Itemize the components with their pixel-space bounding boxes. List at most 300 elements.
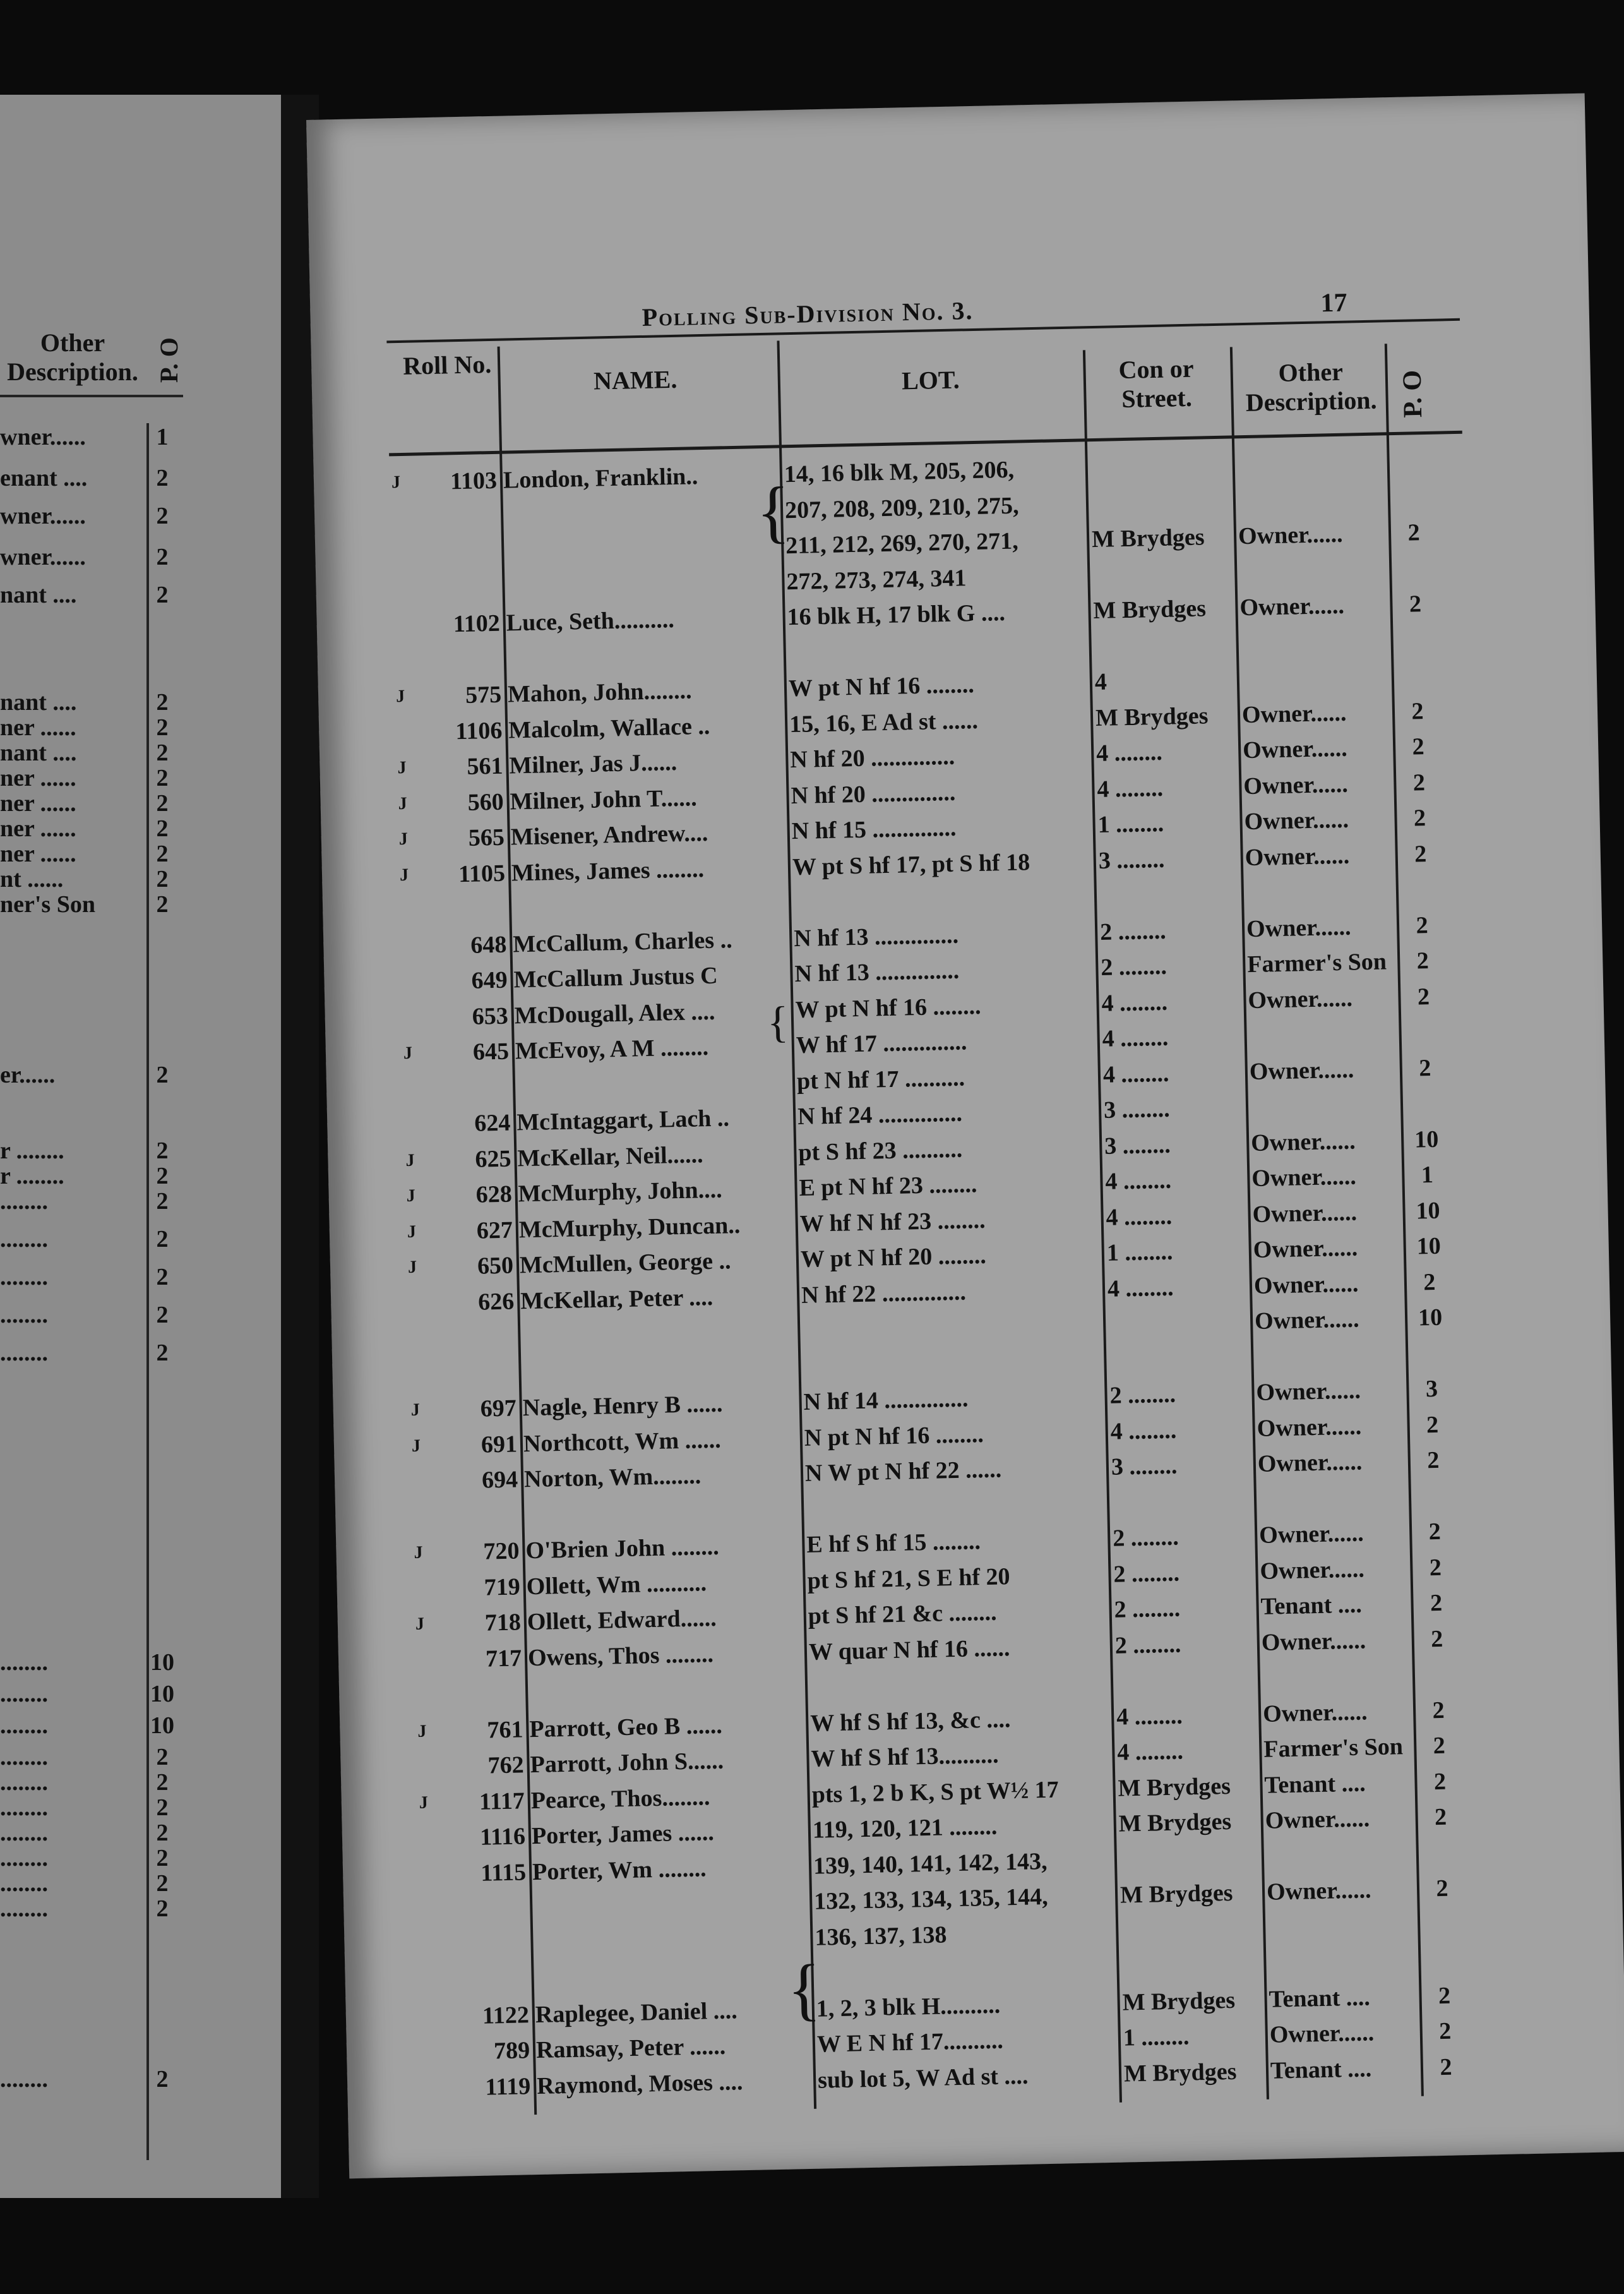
- left-po-header: P. O: [155, 337, 183, 383]
- other-description: Owner......: [1250, 1127, 1356, 1156]
- roll-number: 761: [487, 1715, 523, 1744]
- juror-mark: [385, 540, 410, 541]
- concession-or-street: [1092, 558, 1228, 561]
- other-description: [1255, 1340, 1407, 1343]
- lot-description: 132, 133, 134, 135, 144,: [813, 1883, 1049, 1915]
- concession-or-street: M Brydges: [1123, 2058, 1237, 2087]
- concession-or-street: 4 ........: [1107, 1274, 1174, 1302]
- post-office-number: 2: [1414, 840, 1427, 867]
- left-page-po: 2: [156, 1138, 169, 1164]
- roll-number: [433, 1965, 528, 1967]
- voter-name: [525, 1496, 793, 1501]
- juror-mark: J: [406, 1186, 416, 1206]
- roll-number: 694: [481, 1466, 518, 1494]
- lot-description: [802, 1311, 1099, 1317]
- voter-name: [534, 1959, 803, 1965]
- left-page-row: [0, 1895, 189, 1923]
- concession-or-street: 4 ........: [1096, 738, 1163, 767]
- po-header: P. O: [1397, 369, 1428, 418]
- roll-number: 718: [484, 1609, 522, 1636]
- roll-number: 719: [484, 1573, 521, 1601]
- roll-number: 697: [480, 1395, 517, 1422]
- concession-or-street: M Brydges: [1118, 1772, 1231, 1802]
- concession-or-street: 3 ........: [1103, 1095, 1171, 1124]
- concession-or-street: [1108, 1307, 1244, 1311]
- left-page-po: 10: [150, 1712, 174, 1739]
- roll-number: 649: [471, 966, 508, 994]
- voter-name: Pearce, Thos........: [530, 1783, 710, 1814]
- left-page-po: 2: [156, 544, 169, 570]
- other-description: [1239, 555, 1390, 558]
- post-office-number: 2: [1430, 1625, 1443, 1652]
- post-office-number: 2: [1440, 2053, 1452, 2081]
- post-office-number: 2: [1413, 805, 1426, 832]
- voter-name: McCallum Justus C: [513, 962, 718, 994]
- lot-description: N hf 14 ..............: [803, 1385, 969, 1415]
- other-description: Owner......: [1265, 1805, 1370, 1834]
- left-page-po: 2: [156, 815, 169, 842]
- concession-or-street: M Brydges: [1093, 595, 1207, 625]
- post-office-number: 2: [1433, 1732, 1446, 1760]
- post-office-number: [1394, 625, 1438, 626]
- left-page-row: [0, 1301, 189, 1329]
- lot-description: N hf 22 ..............: [801, 1278, 967, 1309]
- other-description: Owner......: [1249, 1056, 1354, 1085]
- curly-brace-icon: {: [755, 472, 791, 551]
- voter-name: McKellar, Peter ....: [520, 1283, 713, 1314]
- left-page-row: [0, 1819, 189, 1847]
- concession-or-street: 2 ........: [1114, 1631, 1181, 1659]
- concession-or-street: 4 ........: [1116, 1738, 1184, 1766]
- roll-number: 1105: [458, 860, 506, 887]
- lot-description: W pt N hf 16 ........: [788, 671, 975, 702]
- left-header-rule: [0, 395, 183, 397]
- voter-name: McMurphy, Duncan..: [518, 1211, 741, 1243]
- concession-or-street: [1094, 630, 1229, 633]
- concession-or-street: 4: [1094, 668, 1108, 696]
- other-description: Owner......: [1239, 592, 1345, 622]
- other-description: Tenant ....: [1270, 2055, 1372, 2084]
- other-description: Owner......: [1248, 985, 1353, 1014]
- roll-number: 1115: [480, 1858, 527, 1887]
- lot-description: N hf 20 ..............: [789, 743, 955, 774]
- lot-description: 207, 208, 209, 210, 275,: [784, 492, 1019, 524]
- left-page-description: r ........: [0, 1163, 64, 1189]
- page-number: 17: [1320, 288, 1347, 318]
- roll-number: 575: [465, 681, 502, 709]
- other-description: Owner......: [1243, 771, 1349, 800]
- roll-number: 762: [487, 1751, 525, 1779]
- other-description: [1262, 1661, 1414, 1664]
- juror-mark: [396, 1075, 421, 1076]
- left-page-description: ........: [0, 1794, 48, 1821]
- lot-description: pt N hf 17 ..........: [796, 1064, 965, 1095]
- roll-number: 624: [474, 1109, 511, 1137]
- concession-or-street: [1099, 879, 1235, 882]
- left-page-row: [0, 502, 189, 530]
- left-page-po: 2: [156, 1264, 169, 1290]
- curly-brace-icon: {: [786, 1950, 822, 2028]
- left-page-po: 2: [156, 1302, 169, 1328]
- left-other-description-header: Other Description.: [7, 328, 138, 386]
- other-description: Owner......: [1245, 842, 1350, 871]
- juror-mark: [409, 1681, 434, 1682]
- left-page-po: 2: [156, 1895, 169, 1922]
- other-description: Owner......: [1257, 1412, 1362, 1442]
- other-description: Owner......: [1266, 1877, 1371, 1906]
- post-office-number: 2: [1438, 1982, 1451, 2009]
- lot-description: W E N hf 17..........: [816, 2027, 1004, 2058]
- left-page-description: ........: [0, 1302, 48, 1328]
- left-page-row: [0, 1162, 189, 1190]
- lot-description: 211, 212, 269, 270, 271,: [785, 527, 1019, 560]
- roll-number: 720: [483, 1537, 520, 1565]
- post-office-number: 2: [1417, 983, 1430, 1010]
- left-page-row: [0, 840, 189, 868]
- lot-description: N hf 13 ..............: [794, 957, 960, 988]
- left-page-row: [0, 1263, 189, 1291]
- roll-number: 1103: [450, 467, 498, 495]
- juror-mark: [385, 575, 410, 576]
- roll-number: 1122: [482, 2001, 530, 2029]
- other-description: Tenant ....: [1260, 1591, 1363, 1620]
- left-page-description: nant ....: [0, 689, 77, 716]
- other-description: [1268, 1947, 1419, 1950]
- left-page-po: 1: [156, 424, 169, 450]
- lot-description: N hf 15 ..............: [791, 814, 957, 845]
- post-office-number: 2: [1438, 2017, 1452, 2045]
- roll-number: 1116: [479, 1823, 526, 1851]
- left-page-description: nt ......: [0, 866, 64, 892]
- voter-name: Nagle, Henry B ......: [522, 1390, 723, 1422]
- left-page-row: [0, 464, 189, 492]
- other-description: Owner......: [1256, 1377, 1361, 1406]
- left-page-description: ........: [0, 1649, 48, 1676]
- concession-or-street: 2 ........: [1100, 952, 1167, 981]
- roll-number: 648: [470, 931, 507, 959]
- post-office-number: 2: [1412, 733, 1425, 760]
- post-office-number: [1399, 875, 1443, 876]
- lot-description: N hf 13 ..............: [793, 922, 959, 952]
- left-page-row: [0, 790, 189, 817]
- other-description: Owner......: [1246, 913, 1351, 942]
- voter-name: [512, 889, 780, 895]
- roll-header: Roll No.: [402, 349, 492, 380]
- other-description: [1258, 1482, 1410, 1486]
- lot-description: 14, 16 blk M, 205, 206,: [784, 456, 1015, 488]
- left-page-description: ner ......: [0, 841, 76, 867]
- left-page-description: ........: [0, 1845, 48, 1871]
- other-description: Owner......: [1261, 1626, 1366, 1656]
- voter-name: McIntaggart, Lach ..: [516, 1105, 730, 1136]
- roll-number: 1119: [485, 2072, 531, 2101]
- roll-number: [427, 1679, 522, 1681]
- concession-or-street: 2 ........: [1114, 1595, 1181, 1623]
- voter-name: [505, 532, 773, 538]
- lot-description: 15, 16, E Ad st ......: [789, 707, 979, 738]
- lot-description: pt S hf 23 ..........: [797, 1136, 963, 1166]
- left-page-po: 10: [150, 1681, 174, 1707]
- voter-name: [504, 496, 772, 502]
- curly-brace-icon: {: [767, 998, 789, 1048]
- lot-description: [787, 633, 1084, 639]
- left-page-description: nant ....: [0, 740, 77, 766]
- concession-or-street: 2 ........: [1112, 1523, 1179, 1552]
- lot-description: 16 blk H, 17 blk G ....: [787, 599, 1006, 631]
- concession-or-street: [1121, 1950, 1257, 1953]
- left-page-po: 2: [156, 1794, 169, 1821]
- left-page-description: ........: [0, 1769, 48, 1796]
- left-page-description: ........: [0, 1226, 48, 1252]
- left-page-description: ........: [0, 1264, 48, 1290]
- voter-name: Mines, James ........: [511, 855, 705, 886]
- left-page-row: [0, 714, 189, 742]
- left-page-row: [0, 1137, 189, 1165]
- left-page-po: 2: [156, 1769, 169, 1796]
- concession-or-street: 3 ........: [1111, 1452, 1178, 1480]
- other-description: Owner......: [1241, 699, 1347, 728]
- post-office-number: [1390, 447, 1434, 448]
- voter-name: Norton, Wm........: [523, 1462, 702, 1493]
- concession-or-street: 2 ........: [1099, 917, 1167, 946]
- left-page-row: [0, 1870, 189, 1897]
- concession-or-street: [1091, 487, 1227, 490]
- roll-number: 1102: [453, 610, 501, 638]
- lot-description: pt S hf 21 &c ........: [808, 1599, 997, 1630]
- roll-number: [424, 1501, 518, 1503]
- juror-mark: J: [415, 1614, 425, 1634]
- concession-or-street: M Brydges: [1095, 702, 1209, 731]
- juror-mark: J: [407, 1222, 417, 1242]
- left-page-description: r ........: [0, 1138, 64, 1164]
- voter-name: Ollett, Edward......: [527, 1604, 717, 1636]
- post-office-number: 10: [1414, 1126, 1439, 1153]
- left-page-po: 2: [156, 1188, 169, 1215]
- lot-description: 119, 120, 121 ........: [812, 1813, 998, 1844]
- concession-or-street: M Brydges: [1122, 1986, 1236, 2016]
- left-page-po: 2: [156, 1820, 169, 1846]
- voter-name: McKellar, Neil......: [517, 1141, 703, 1172]
- left-page-po: 2: [156, 714, 169, 741]
- post-office-number: [1404, 1089, 1448, 1090]
- post-office-number: [1421, 1945, 1466, 1946]
- voter-name: Porter, Wm ........: [532, 1854, 707, 1885]
- roll-number: [420, 1323, 515, 1325]
- voter-name: [505, 568, 773, 574]
- juror-mark: J: [391, 472, 401, 493]
- lot-description: W hf S hf 13..........: [811, 1741, 999, 1772]
- post-office-number: [1421, 1910, 1465, 1911]
- left-page-description: ner ......: [0, 714, 76, 741]
- concession-or-street: 4 ........: [1116, 1702, 1183, 1731]
- lot-description: N W pt N hf 22 ......: [804, 1456, 1002, 1487]
- juror-mark: [402, 1360, 427, 1361]
- concession-or-street: 4 ........: [1097, 774, 1164, 803]
- post-office-number: 2: [1416, 911, 1429, 939]
- voter-name: [528, 1674, 797, 1679]
- roll-number: 1106: [455, 717, 503, 745]
- left-page-row: [0, 688, 189, 716]
- juror-mark: J: [397, 757, 407, 778]
- other-description: Owner......: [1251, 1163, 1357, 1192]
- left-page-description: ........: [0, 1820, 48, 1846]
- left-page-po: 2: [156, 1744, 169, 1770]
- voter-name: McCallum, Charles ..: [512, 926, 732, 958]
- roll-number: [415, 1073, 510, 1075]
- roll-number: [403, 502, 498, 504]
- other-description: Tenant ....: [1269, 1983, 1371, 2013]
- concession-or-street: [1090, 452, 1226, 455]
- post-office-number: 10: [1416, 1197, 1440, 1225]
- left-page-po: 2: [156, 465, 169, 491]
- left-page-row: [0, 1712, 189, 1739]
- voter-name: [516, 1067, 784, 1073]
- page-title: Polling Sub-Division No. 3.: [642, 296, 974, 332]
- juror-mark: [384, 504, 409, 505]
- lot-description: N hf 20 ..............: [791, 779, 956, 809]
- lot-description: sub lot 5, W Ad st ....: [817, 2062, 1029, 2094]
- left-page-row: [0, 815, 189, 843]
- post-office-number: [1409, 1339, 1453, 1340]
- other-description: [1237, 484, 1388, 487]
- other-description: [1241, 662, 1392, 665]
- left-page-row: [0, 1339, 189, 1367]
- post-office-number: 2: [1409, 591, 1422, 618]
- left-page-description: ........: [0, 1340, 48, 1366]
- other-description: [1265, 1839, 1417, 1842]
- concession-or-street: 4 ........: [1102, 1060, 1169, 1088]
- roll-number: 650: [477, 1252, 514, 1280]
- left-page-description: ner ......: [0, 815, 76, 842]
- concession-or-street: [1109, 1343, 1245, 1347]
- roll-number: 565: [468, 824, 505, 851]
- concession-or-street: 4 ........: [1106, 1203, 1173, 1231]
- post-office-number: 2: [1436, 1875, 1448, 1902]
- document-page: [306, 93, 1624, 2179]
- left-page-row: [0, 581, 189, 609]
- lot-description: N pt N hf 16 ........: [804, 1420, 984, 1451]
- left-page-po: 2: [156, 1163, 169, 1189]
- left-page-row: [0, 1743, 189, 1771]
- left-page-row: [0, 1680, 189, 1708]
- left-page-po: 2: [156, 1845, 169, 1871]
- juror-mark: J: [419, 1793, 429, 1813]
- voter-name: Luce, Seth..........: [506, 606, 675, 637]
- concession-or-street: 1 ........: [1097, 810, 1164, 838]
- concession-or-street: 1 ........: [1123, 2023, 1190, 2051]
- roll-number: 625: [475, 1145, 511, 1173]
- voter-name: London, Franklin..: [503, 463, 698, 494]
- left-page-description: wner......: [0, 424, 86, 450]
- other-description: Owner......: [1252, 1199, 1358, 1228]
- post-office-number: 10: [1418, 1304, 1443, 1331]
- voter-name: [506, 639, 775, 645]
- left-page-description: ........: [0, 1188, 48, 1215]
- juror-mark: [413, 1895, 438, 1896]
- left-page-row: [0, 2065, 189, 2093]
- lot-header: LOT.: [901, 365, 960, 395]
- voter-name: [534, 1924, 802, 1930]
- concession-or-street: [1112, 1486, 1248, 1489]
- lot-description: W hf 17 ..............: [796, 1028, 967, 1059]
- concession-or-street: 4 ........: [1102, 1024, 1169, 1052]
- lot-description: 139, 140, 141, 142, 143,: [813, 1847, 1048, 1880]
- juror-mark: [401, 1324, 426, 1325]
- voter-name: O'Brien John ........: [525, 1533, 720, 1564]
- voter-name: Ramsay, Peter ......: [535, 2033, 726, 2064]
- left-page-row: [0, 764, 189, 792]
- roll-number: 1117: [479, 1787, 525, 1815]
- left-page-po: 2: [156, 1340, 169, 1366]
- concession-or-street: 4 ........: [1105, 1167, 1172, 1195]
- left-page-description: enant ....: [0, 465, 88, 491]
- juror-mark: J: [411, 1436, 421, 1456]
- left-page-description: er......: [0, 1062, 56, 1088]
- voter-name: Milner, Jas J......: [509, 748, 678, 779]
- lot-description: [793, 882, 1090, 889]
- lot-description: 136, 137, 138: [814, 1921, 947, 1951]
- roll-number: [433, 1930, 527, 1931]
- roll-number: 561: [467, 752, 503, 780]
- voter-name: Milner, John T......: [510, 784, 698, 815]
- other-description: Farmer's Son: [1263, 1733, 1404, 1763]
- post-office-number: 2: [1433, 1768, 1447, 1795]
- other-description: Owner......: [1269, 2019, 1375, 2048]
- left-page-description: ........: [0, 1870, 48, 1897]
- post-office-number: 2: [1430, 1589, 1443, 1617]
- juror-mark: J: [405, 1150, 415, 1170]
- juror-mark: J: [410, 1400, 421, 1420]
- lot-description: W quar N hf 16 ......: [808, 1634, 1010, 1666]
- concession-or-street: M Brydges: [1118, 1808, 1232, 1837]
- left-page-po: 2: [156, 1062, 169, 1088]
- voter-name: Parrott, John S......: [530, 1747, 724, 1779]
- lot-description: E hf S hf 15 ........: [806, 1528, 981, 1558]
- voter-name: McMurphy, John....: [518, 1176, 723, 1208]
- juror-mark: J: [403, 1043, 413, 1064]
- lot-description: W pt S hf 17, pt S hf 18: [792, 848, 1030, 880]
- voter-name: McEvoy, A M ........: [515, 1033, 709, 1065]
- left-page-po: 2: [156, 866, 169, 892]
- lot-description: W hf N hf 23 ........: [799, 1206, 986, 1237]
- left-page-po: 2: [156, 740, 169, 766]
- voter-name: Misener, Andrew....: [510, 819, 708, 851]
- juror-mark: J: [417, 1721, 427, 1741]
- post-office-number: 3: [1425, 1375, 1438, 1403]
- left-page-row: [0, 891, 189, 918]
- voter-name: Ollett, Wm ..........: [526, 1569, 707, 1600]
- other-description: Tenant ....: [1264, 1769, 1366, 1799]
- concession-or-street: [1121, 1914, 1257, 1918]
- juror-mark: J: [399, 865, 409, 885]
- left-page-po: 2: [156, 790, 169, 817]
- left-page-po: 2: [156, 1226, 169, 1252]
- roll-number: 691: [481, 1430, 518, 1458]
- left-page-row: [0, 1225, 189, 1253]
- left-page-description: wner......: [0, 544, 86, 570]
- lot-description: [803, 1347, 1099, 1353]
- voter-name: Malcolm, Wallace ..: [508, 712, 710, 743]
- left-page-row: [0, 1648, 189, 1676]
- roll-number: 645: [472, 1038, 510, 1066]
- roll-number: 560: [467, 788, 505, 816]
- left-page-row: [0, 1187, 189, 1215]
- post-office-number: [1394, 661, 1438, 662]
- left-page-description: ........: [0, 1744, 48, 1770]
- other-description: Owner......: [1244, 806, 1349, 836]
- concession-or-street: [1116, 1664, 1251, 1667]
- juror-mark: J: [398, 793, 408, 814]
